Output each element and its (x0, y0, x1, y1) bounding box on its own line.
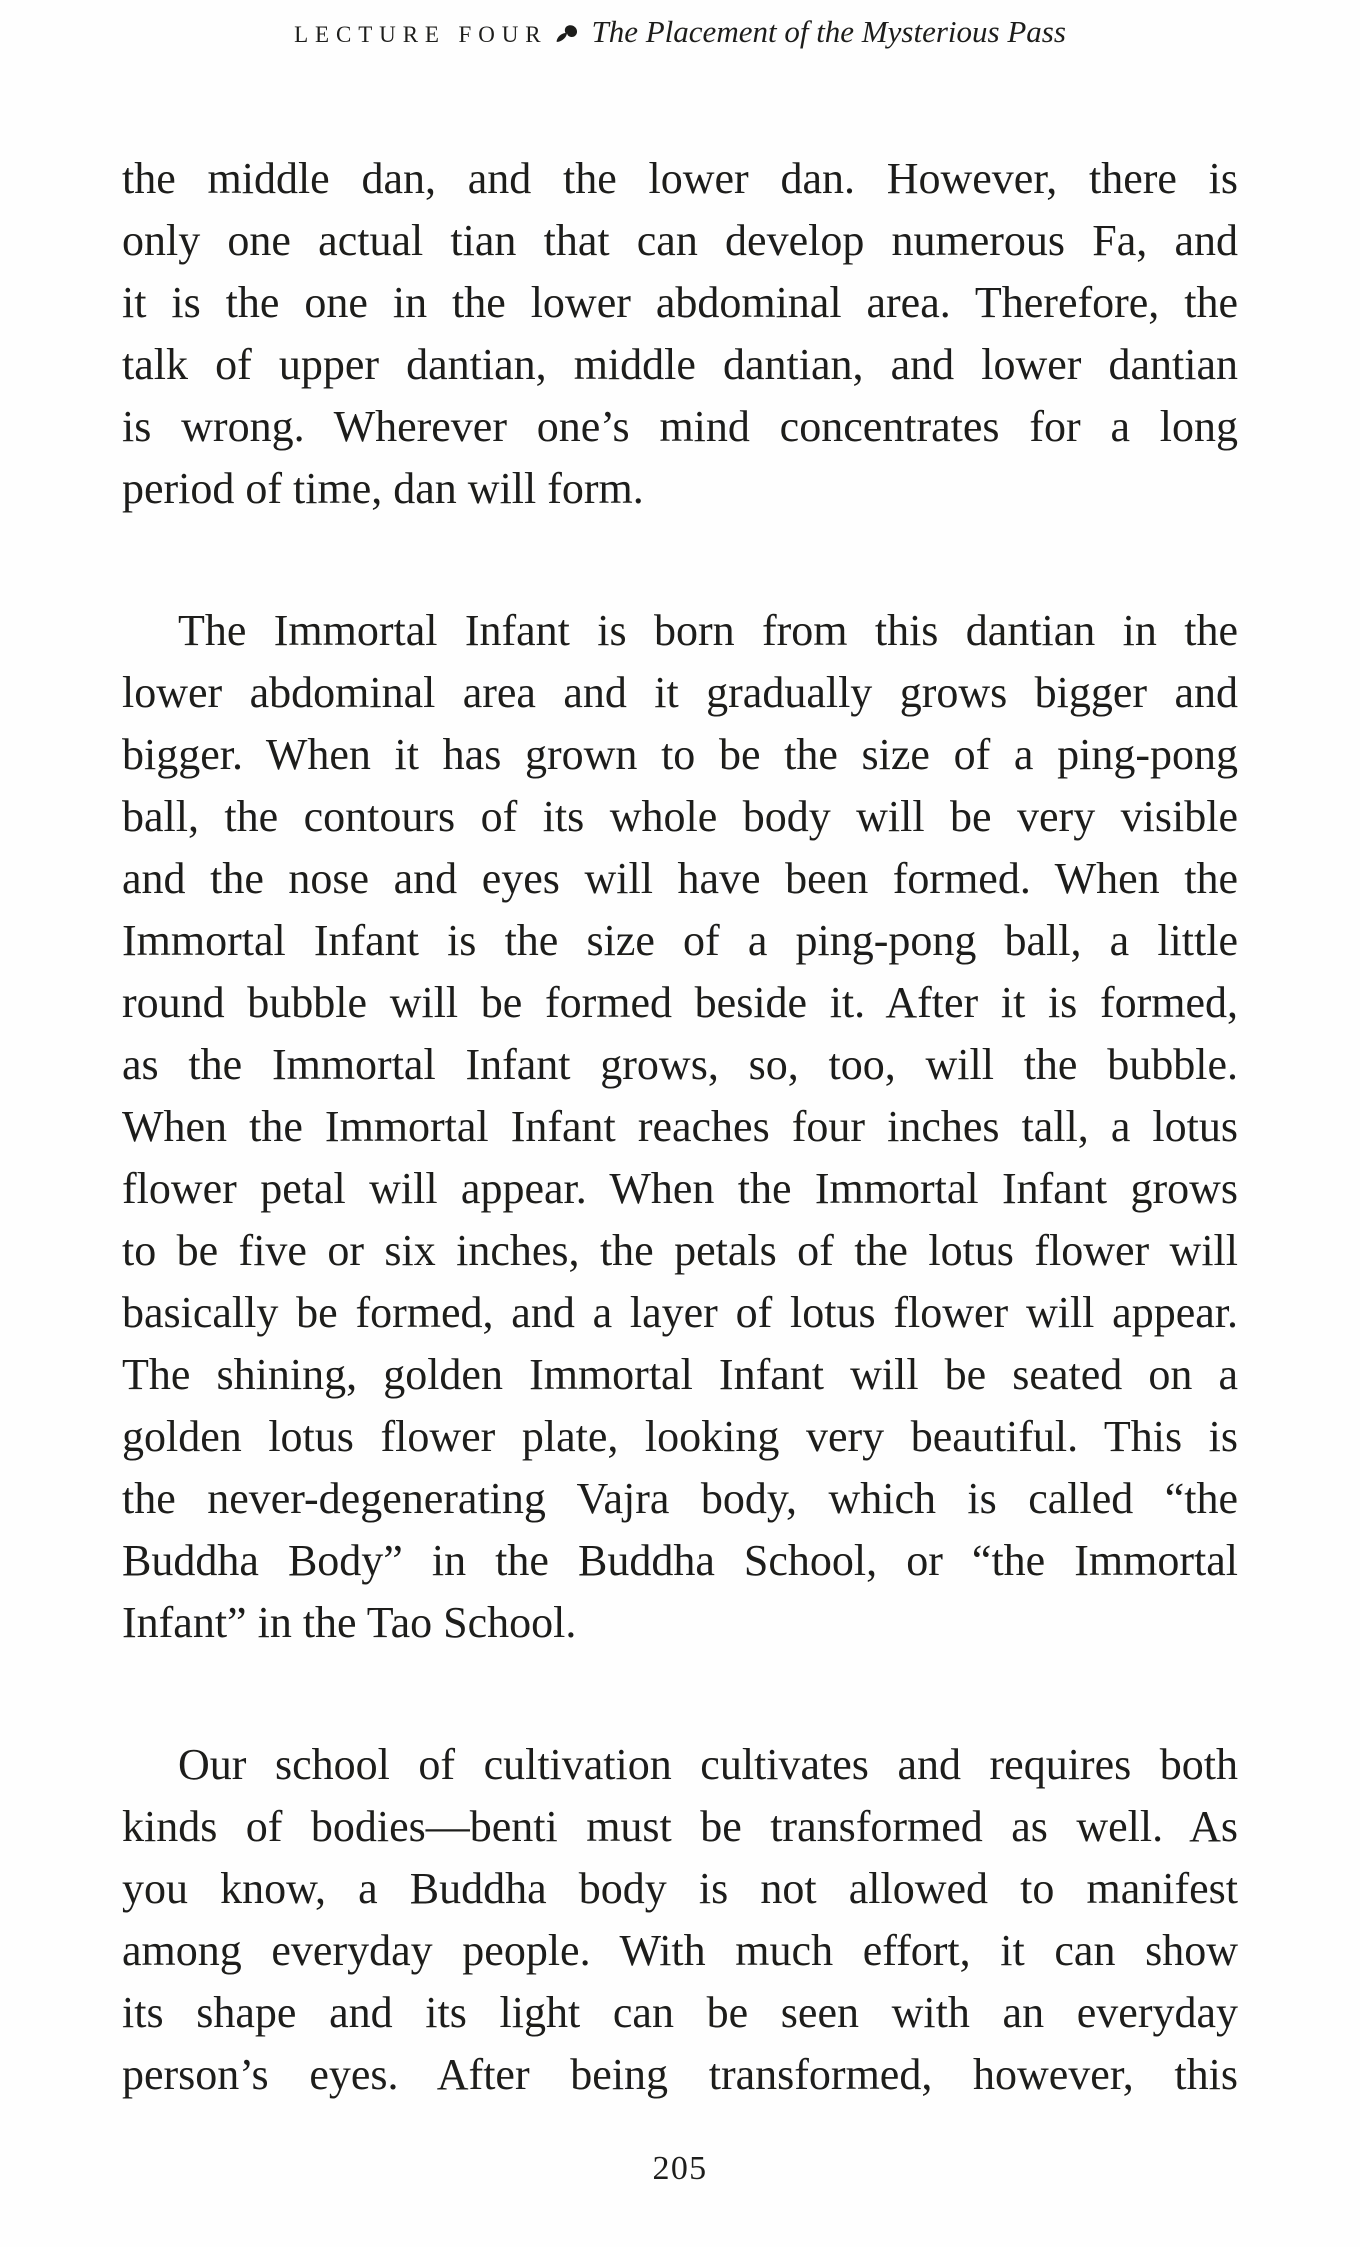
text-line: person’s eyes. After being transformed, however, this (122, 2050, 1238, 2099)
text-line: Buddha Body” in the Buddha School, or “the Immortal (122, 1536, 1238, 1585)
text-line: Infant” in the Tao School. (122, 1598, 577, 1647)
text-line: lower abdominal area and it gradually grows bigger and (122, 668, 1238, 717)
page-body (122, 148, 1238, 2186)
text-line: its shape and its light can be seen with an everyday (122, 1988, 1238, 2037)
text-line: the never-degenerating Vajra body, which is called “the (122, 1474, 1238, 1523)
paragraph (122, 148, 1238, 520)
chapter-title: The Placement of the Mysterious Pass (591, 14, 1066, 49)
text-line: is wrong. Wherever one’s mind concentrates for a long (122, 402, 1238, 451)
text-line: The Immortal Infant is born from this dantian in the (178, 606, 1238, 655)
text-line: kinds of bodies—benti must be transformed as well. As (122, 1802, 1238, 1851)
paragraph (122, 1734, 1238, 2106)
text-line: and the nose and eyes will have been formed. When the (122, 854, 1238, 903)
text-line: only one actual tian that can develop numerous Fa, and (122, 216, 1238, 265)
text-line: the middle dan, and the lower dan. However, there is (122, 154, 1238, 203)
text-line: you know, a Buddha body is not allowed to manifest (122, 1864, 1238, 1913)
text-line: talk of upper dantian, middle dantian, and lower dantian (122, 340, 1238, 389)
text-line: it is the one in the lower abdominal area. Therefore, the (122, 278, 1238, 327)
text-line: flower petal will appear. When the Immortal Infant grows (122, 1164, 1238, 1213)
text-line: The shining, golden Immortal Infant will be seated on a (122, 1350, 1238, 1399)
text-line: round bubble will be formed beside it. After it is formed, (122, 978, 1238, 1027)
text-line: Our school of cultivation cultivates and requires both (178, 1740, 1238, 1789)
page-number: 205 (652, 2150, 708, 2187)
text-line: to be five or six inches, the petals of the lotus flower will (122, 1226, 1238, 1275)
text-line: golden lotus flower plate, looking very beautiful. This is (122, 1412, 1238, 1461)
section-label: LECTURE FOUR (294, 22, 548, 47)
running-header (0, 14, 1360, 50)
paragraph (122, 600, 1238, 1654)
hedera-leaf-icon (554, 19, 580, 45)
text-line: among everyday people. With much effort, it can show (122, 1926, 1238, 1975)
text-line: ball, the contours of its whole body will be very visible (122, 792, 1238, 841)
text-line: When the Immortal Infant reaches four inches tall, a lotus (122, 1102, 1238, 1151)
text-line: basically be formed, and a layer of lotus flower will appear. (122, 1288, 1238, 1337)
text-line: period of time, dan will form. (122, 464, 644, 513)
text-line: bigger. When it has grown to be the size of a ping-pong (122, 730, 1238, 779)
text-line: Immortal Infant is the size of a ping-pong ball, a little (122, 916, 1238, 965)
text-line: as the Immortal Infant grows, so, too, will the bubble. (122, 1040, 1238, 1089)
